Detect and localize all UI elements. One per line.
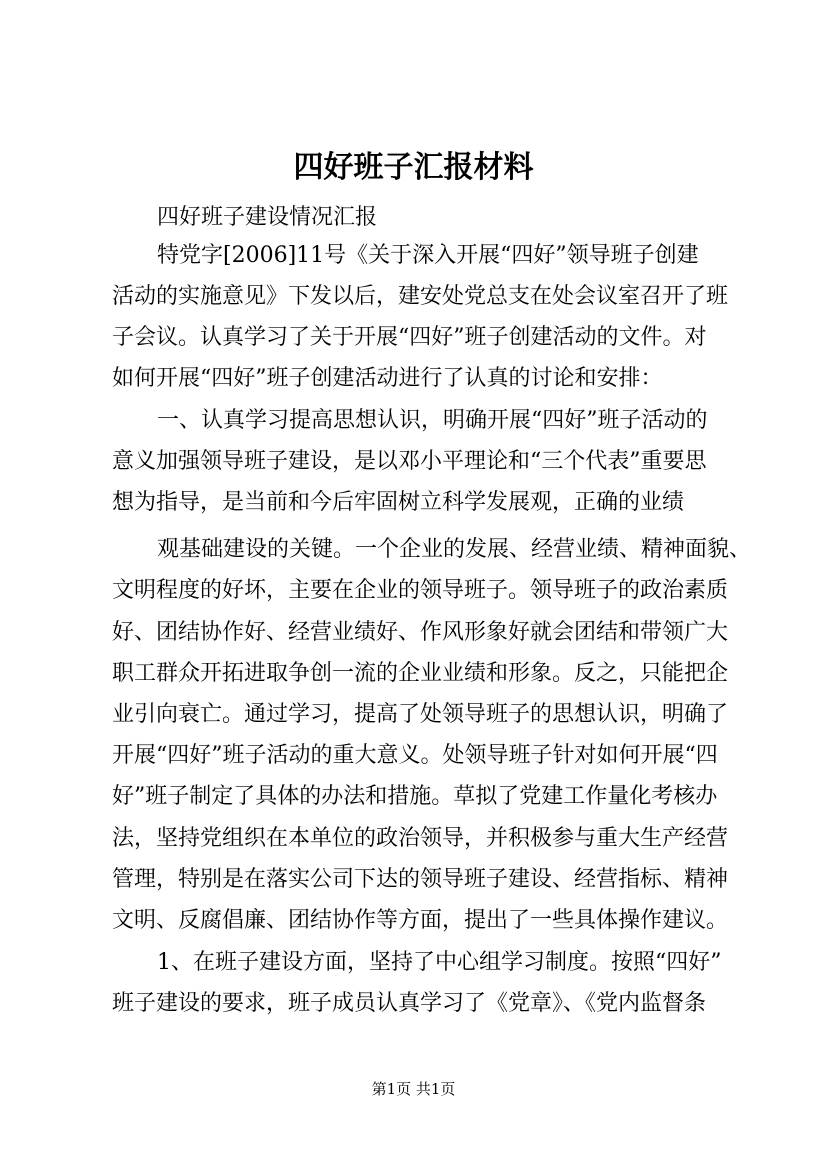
text-line: 特党字[2006]11号《关于深入开展“四好”领导班子创建 bbox=[157, 243, 699, 268]
text-line: 1、在班子建设方面，坚持了中心组学习制度。按照“四好” bbox=[157, 950, 722, 975]
text-line: 想为指导，是当前和今后牢固树立科学发展观，正确的业绩 bbox=[112, 490, 685, 515]
text-line: 意义加强领导班子建设，是以邓小平理论和“三个代表”重要思 bbox=[112, 449, 707, 474]
text-line: 文明、反腐倡廉、团结协作等方面，提出了一些具体操作建议。 bbox=[112, 908, 729, 933]
text-line: 子会议。认真学习了关于开展“四好”班子创建活动的文件。对 bbox=[112, 325, 707, 350]
text-line: 四好班子建设情况汇报 bbox=[157, 205, 378, 230]
text-line: 观基础建设的关键。一个企业的发展、经营业绩、精神面貌、 bbox=[157, 537, 752, 562]
text-line: 班子建设的要求，班子成员认真学习了《党章》、《党内监督条 bbox=[112, 991, 707, 1016]
text-line: 业引向衰亡。通过学习，提高了处领导班子的思想认识，明确了 bbox=[112, 702, 729, 727]
page-number-footer: 第1页 共1页 bbox=[371, 1080, 456, 1098]
text-line: 职工群众开拓进取争创一流的企业业绩和形象。反之，只能把企 bbox=[112, 661, 729, 686]
text-line: 管理，特别是在落实公司下达的领导班子建设、经营指标、精神 bbox=[112, 867, 729, 892]
text-line: 如何开展“四好”班子创建活动进行了认真的讨论和安排： bbox=[112, 366, 663, 391]
text-line: 开展“四好”班子活动的重大意义。处领导班子针对如何开展“四 bbox=[112, 743, 718, 768]
text-line: 一、认真学习提高思想认识，明确开展“四好”班子活动的 bbox=[157, 408, 708, 433]
text-line: 活动的实施意见》下发以后，建安处党总支在处会议室召开了班 bbox=[112, 284, 729, 309]
text-line: 文明程度的好坏，主要在企业的领导班子。领导班子的政治素质 bbox=[112, 578, 729, 603]
text-line: 好”班子制定了具体的办法和措施。草拟了党建工作量化考核办 bbox=[112, 784, 718, 809]
text-line: 法，坚持党组织在本单位的政治领导，并积极参与重大生产经营 bbox=[112, 826, 729, 851]
document-title: 四好班子汇报材料 bbox=[293, 150, 534, 185]
text-line: 好、团结协作好、经营业绩好、作风形象好就会团结和带领广大 bbox=[112, 620, 729, 645]
